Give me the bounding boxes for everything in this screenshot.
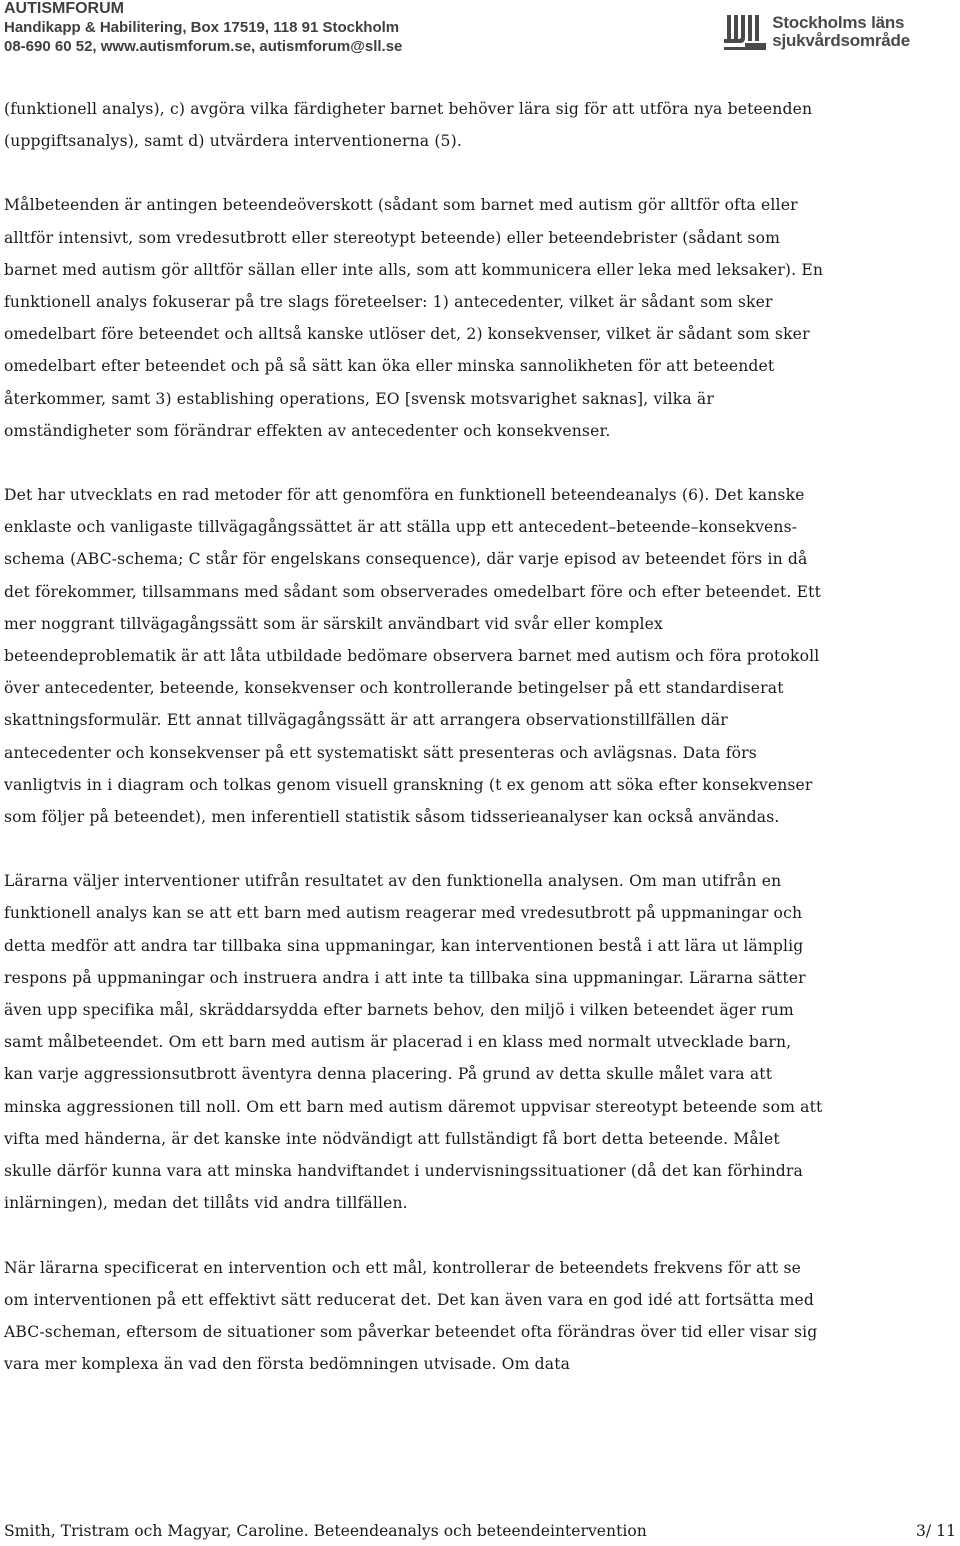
org-contact: 08-690 60 52, www.autismforum.se, autismforum@sll.se [4, 38, 403, 55]
document-body [4, 93, 824, 1412]
paragraph: Det har utvecklats en rad metoder för att genomföra en funktionell beteendeanalys (6). Det kanske enklaste och vanligaste tillvägagångssättet är att ställa upp ett antecedent–beteende–konsekvens-schema (ABC-schema; C står för engelskans consequence), där varje episod av beteendet förs in då det förekommer, tillsammans med sådant som observerades omedelbart före och efter beteendet. Ett mer noggrant tillvägagångssätt som är särskilt användbart vid svår eller komplex beteendeproblematik är att låta utbildade bedömare observera barnet med autism och föra protokoll över antecedenter, beteende, konsekvenser och kontrollerande betingelser på ett standardiserat skattningsformulär. Ett annat tillvägagångssätt är att arrangera observationstillfällen där antecedenter och konsekvenser på ett systematiskt sätt presenteras och avlägsnas. Data förs vanligtvis in i diagram och tolkas genom visuell granskning (t ex genom att söka efter konsekvenser som följer på beteendet), men inferentiell statistik såsom tidsserieanalyser kan också användas. [4, 486, 821, 827]
footer-citation: Smith, Tristram och Magyar, Caroline. Beteendeanalys och beteendeintervention [4, 1522, 647, 1540]
org-name: AUTISMFORUM [4, 0, 124, 17]
stockholm-county-logo-icon [724, 13, 766, 51]
page-number: 3/ 11 [916, 1522, 956, 1540]
org-info [4, 0, 402, 56]
paragraph: Målbeteenden är antingen beteendeöverskott (sådant som barnet med autism gör alltför ofta eller alltför intensivt, som vredesutbrott eller stereotypt beteende) eller beteendebrister (sådant som barnet med autism gör alltför sällan eller inte alls, som att kommunicera eller leka med leksaker). En funktionell analys fokuserar på tre slags företeelser: 1) antecedenter, vilket är sådant som sker omedelbart före beteendet och alltså kanske utlöser det, 2) konsekvenser, vilket är sådant som sker omedelbart efter beteendet och på så sätt kan öka eller minska sannolikheten för att beteendet återkommer, samt 3) establishing operations, EO [svensk motsvarighet saknas], vilka är omständigheter som förändrar effekten av antecedenter och konsekvenser. [4, 196, 824, 440]
logo-text [772, 14, 910, 50]
page-header [4, 0, 956, 60]
logo-text-line1: Stockholms läns [772, 13, 905, 32]
paragraph: När lärarna specificerat en intervention och ett mål, kontrollerar de beteendets frekvens för att se om interventionen på ett effektivt sätt reducerat det. Det kan även vara en god idé att fortsätta med ABC-scheman, eftersom de situationer som påverkar beteendet ofta förändras över tid eller visar sig vara mer komplexa än vad den första bedömningen utvisade. Om data [4, 1258, 818, 1374]
paragraph: (funktionell analys), c) avgöra vilka färdigheter barnet behöver lära sig för att utföra nya beteenden (uppgiftsanalys), samt d) utvärdera interventionerna (5). [4, 100, 813, 151]
stockholm-county-logo [724, 12, 910, 52]
org-address: Handikapp & Habilitering, Box 17519, 118 91 Stockholm [4, 19, 400, 36]
logo-text-line2: sjukvårdsområde [772, 31, 910, 50]
page-footer [4, 1520, 956, 1542]
paragraph: Lärarna väljer interventioner utifrån resultatet av den funktionella analysen. Om man utifrån en funktionell analys kan se att ett barn med autism reagerar med vredesutbrott på uppmaningar och detta medför att andra tar tillbaka sina uppmaningar, kan interventionen bestå i att lära ut lämplig respons på uppmaningar och instruera andra i att inte ta tillbaka sina uppmaningar. Lärarna sätter även upp specifika mål, skräddarsydda efter barnets behov, den miljö i vilken beteendet äger rum samt målbeteendet. Om ett barn med autism är placerad i en klass med normalt utvecklade barn, kan varje aggressionsutbrott äventyra denna placering. På grund av detta skulle målet vara att minska aggressionen till noll. Om ett barn med autism däremot uppvisar stereotypt beteende som att vifta med händerna, är det kanske inte nödvändigt att fullständigt få bort detta beteende. Målet skulle därför kunna vara att minska handviftandet i undervisningssituationer (då det kan förhindra inlärningen), medan det tillåts vid andra tillfällen. [4, 872, 823, 1213]
